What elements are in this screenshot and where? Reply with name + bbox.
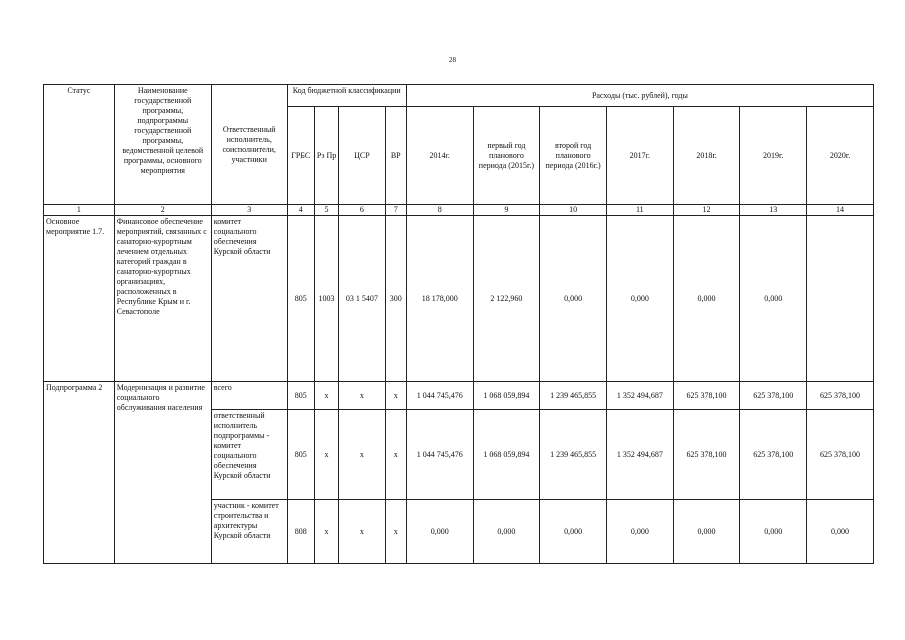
line-responsible: всего <box>211 382 287 410</box>
line-2017: 1 352 494,687 <box>606 410 673 500</box>
header-csr: ЦСР <box>339 107 385 205</box>
column-number: 4 <box>287 205 314 216</box>
line-2020: 625 378,100 <box>807 382 874 410</box>
header-2019: 2019г. <box>740 107 807 205</box>
column-number: 6 <box>339 205 385 216</box>
line-responsible: ответственный исполнитель подпрограммы - комитет социального обеспечения Курской области <box>211 410 287 500</box>
header-2016: второй год планового периода (2016г.) <box>540 107 607 205</box>
column-number: 1 <box>44 205 115 216</box>
column-numbers-row <box>44 205 874 216</box>
line-2018: 0,000 <box>673 500 740 564</box>
line-2019: 625 378,100 <box>740 410 807 500</box>
line-2014: 0,000 <box>406 500 473 564</box>
column-number: 3 <box>211 205 287 216</box>
column-number: 12 <box>673 205 740 216</box>
row-status: Основное мероприятие 1.7. <box>44 216 115 382</box>
line-2015: 1 068 059,894 <box>473 382 540 410</box>
line-vr: x <box>385 382 406 410</box>
table-row <box>44 382 874 410</box>
line-2016: 1 239 465,855 <box>540 382 607 410</box>
line-2014: 1 044 745,476 <box>406 382 473 410</box>
row-2018: 0,000 <box>673 216 740 382</box>
header-2014: 2014г. <box>406 107 473 205</box>
subprogram-status: Подпрограмма 2 <box>44 382 115 564</box>
header-2015: первый год планового периода (2015г.) <box>473 107 540 205</box>
row-name: Финансовое обеспечение мероприятий, связанных с санаторно-курортным лечением отдельных категорий граждан в санаторно-курортных организациях, расположенных в Республике Крым и г. Севастополе <box>114 216 211 382</box>
line-2014: 1 044 745,476 <box>406 410 473 500</box>
line-responsible: участник - комитет строительства и архитектуры Курской области <box>211 500 287 564</box>
header-row <box>44 85 874 107</box>
column-number: 14 <box>807 205 874 216</box>
column-number: 2 <box>114 205 211 216</box>
header-expenses: Расходы (тыс. рублей), годы <box>406 85 873 107</box>
line-vr: x <box>385 500 406 564</box>
line-2018: 625 378,100 <box>673 382 740 410</box>
line-grbs: 808 <box>287 500 314 564</box>
line-grbs: 805 <box>287 410 314 500</box>
row-2015: 2 122,960 <box>473 216 540 382</box>
row-csr: 03 1 5407 <box>339 216 385 382</box>
table-row <box>44 216 874 382</box>
page-number: 28 <box>449 56 456 64</box>
row-responsible: комитет социального обеспечения Курской области <box>211 216 287 382</box>
header-rzpr: Рз Пр <box>314 107 338 205</box>
column-number: 7 <box>385 205 406 216</box>
column-number: 13 <box>740 205 807 216</box>
line-csr: x <box>339 382 385 410</box>
line-2015: 1 068 059,894 <box>473 410 540 500</box>
header-2017: 2017г. <box>606 107 673 205</box>
row-2020 <box>807 216 874 382</box>
line-csr: x <box>339 500 385 564</box>
column-number: 5 <box>314 205 338 216</box>
row-vr: 300 <box>385 216 406 382</box>
line-csr: x <box>339 410 385 500</box>
line-vr: x <box>385 410 406 500</box>
line-2018: 625 378,100 <box>673 410 740 500</box>
header-budget-code: Код бюджетной классификации <box>287 85 406 107</box>
line-2016: 1 239 465,855 <box>540 410 607 500</box>
line-2019: 625 378,100 <box>740 382 807 410</box>
line-rzpr: x <box>314 410 338 500</box>
header-responsible: Ответственный исполнитель, соисполнители, участники <box>211 85 287 205</box>
row-grbs: 805 <box>287 216 314 382</box>
line-2020: 625 378,100 <box>807 410 874 500</box>
line-grbs: 805 <box>287 382 314 410</box>
row-rzpr: 1003 <box>314 216 338 382</box>
header-2020: 2020г. <box>807 107 874 205</box>
column-number: 11 <box>606 205 673 216</box>
row-2017: 0,000 <box>606 216 673 382</box>
row-2019: 0,000 <box>740 216 807 382</box>
header-vr: ВР <box>385 107 406 205</box>
line-rzpr: x <box>314 500 338 564</box>
header-grbs: ГРБС <box>287 107 314 205</box>
line-2019: 0,000 <box>740 500 807 564</box>
header-name: Наименование государственной программы, подпрограммы государственной программы, ведомственной целевой программы, основного мероприятия <box>114 85 211 205</box>
subprogram-name: Модернизация и развитие социального обслуживания населения <box>114 382 211 564</box>
line-2017: 1 352 494,687 <box>606 382 673 410</box>
row-2016: 0,000 <box>540 216 607 382</box>
header-2018: 2018г. <box>673 107 740 205</box>
line-2017: 0,000 <box>606 500 673 564</box>
row-2014: 18 178,000 <box>406 216 473 382</box>
budget-table <box>43 84 874 564</box>
line-2020: 0,000 <box>807 500 874 564</box>
column-number: 9 <box>473 205 540 216</box>
line-2015: 0,000 <box>473 500 540 564</box>
column-number: 8 <box>406 205 473 216</box>
line-rzpr: x <box>314 382 338 410</box>
column-number: 10 <box>540 205 607 216</box>
line-2016: 0,000 <box>540 500 607 564</box>
header-status: Статус <box>44 85 115 205</box>
